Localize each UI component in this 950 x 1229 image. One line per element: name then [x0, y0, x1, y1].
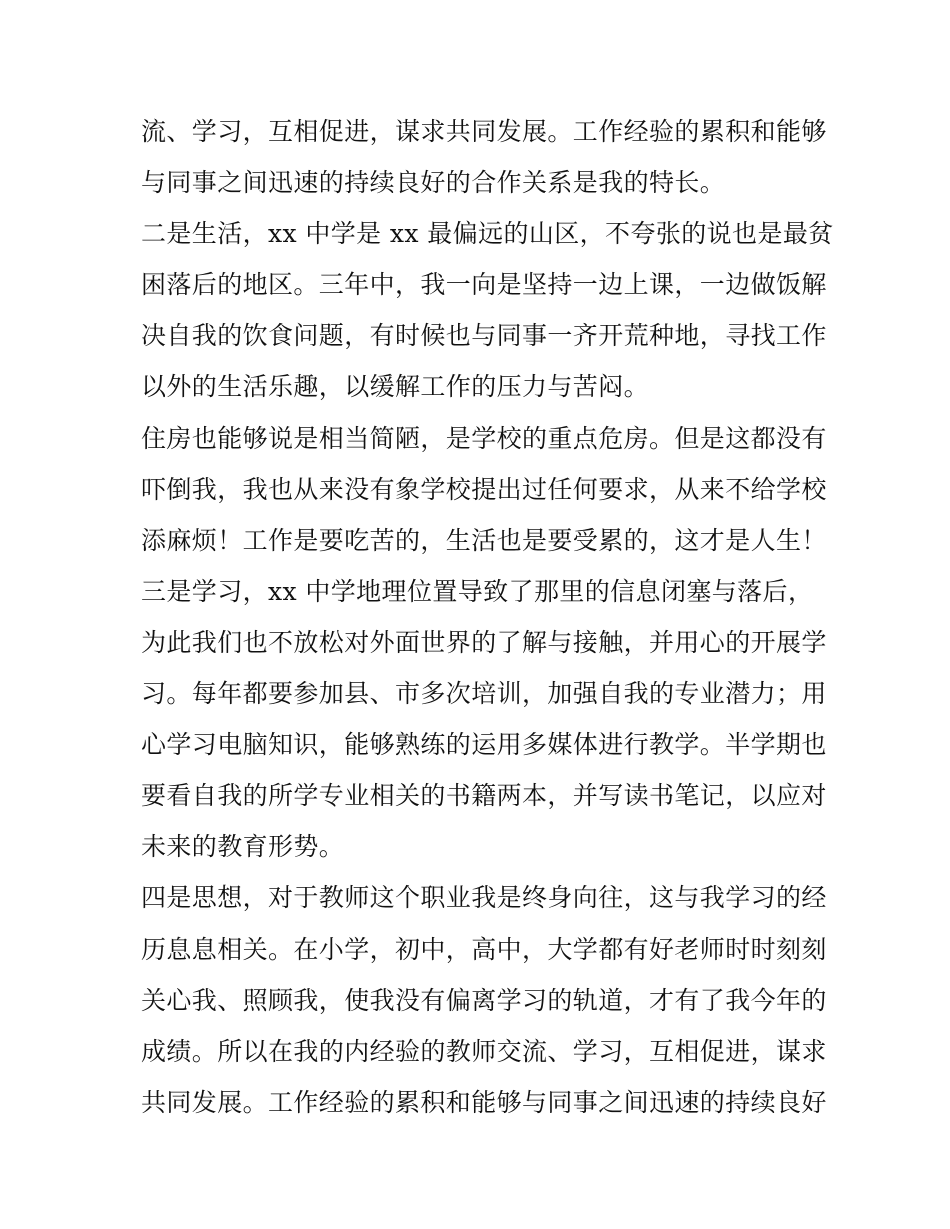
text-line-15: 未来的教育形势。: [141, 832, 345, 862]
text-line-3: 二是生活，xx 中学是 xx 最偏远的山区，不夸张的说也是最贫: [141, 219, 834, 249]
text-line-7: 住房也能够说是相当简陋，是学校的重点危房。但是这都没有: [141, 423, 827, 453]
text-line-14: 要看自我的所学专业相关的书籍两本，并写读书笔记，以应对: [141, 781, 827, 811]
text-line-6: 以外的生活乐趣，以缓解工作的压力与苦闷。: [141, 372, 650, 402]
text-line-5: 决自我的饮食问题，有时候也与同事一齐开荒种地，寻找工作: [141, 321, 827, 351]
text-line-11: 为此我们也不放松对外面世界的了解与接触，并用心的开展学: [141, 627, 827, 657]
text-line-12: 习。每年都要参加县、市多次培训，加强自我的专业潜力；用: [141, 679, 827, 709]
text-line-17: 历息息相关。在小学，初中，高中，大学都有好老师时时刻刻: [141, 934, 827, 964]
text-line-20: 共同发展。工作经验的累积和能够与同事之间迅速的持续良好: [141, 1087, 827, 1117]
text-line-10: 三是学习，xx 中学地理位置导致了那里的信息闭塞与落后，: [141, 576, 814, 606]
text-line-13: 心学习电脑知识，能够熟练的运用多媒体进行教学。半学期也: [141, 730, 827, 760]
text-line-1: 流、学习，互相促进，谋求共同发展。工作经验的累积和能够: [141, 117, 827, 146]
text-line-2: 与同事之间迅速的持续良好的合作关系是我的特长。: [141, 168, 726, 198]
text-line-8: 吓倒我，我也从来没有象学校提出过任何要求，从来不给学校: [141, 474, 827, 504]
body-text: [141, 106, 834, 1128]
text-line-4: 困落后的地区。三年中，我一向是坚持一边上课，一边做饭解: [141, 270, 827, 300]
text-line-16: 四是思想，对于教师这个职业我是终身向往，这与我学习的经: [141, 883, 827, 913]
text-line-19: 成绩。所以在我的内经验的教师交流、学习，互相促进，谋求: [141, 1036, 827, 1066]
text-line-9: 添麻烦！工作是要吃苦的，生活也是要受累的，这才是人生！: [141, 525, 827, 555]
text-line-18: 关心我、照顾我，使我没有偏离学习的轨道，才有了我今年的: [141, 985, 827, 1015]
